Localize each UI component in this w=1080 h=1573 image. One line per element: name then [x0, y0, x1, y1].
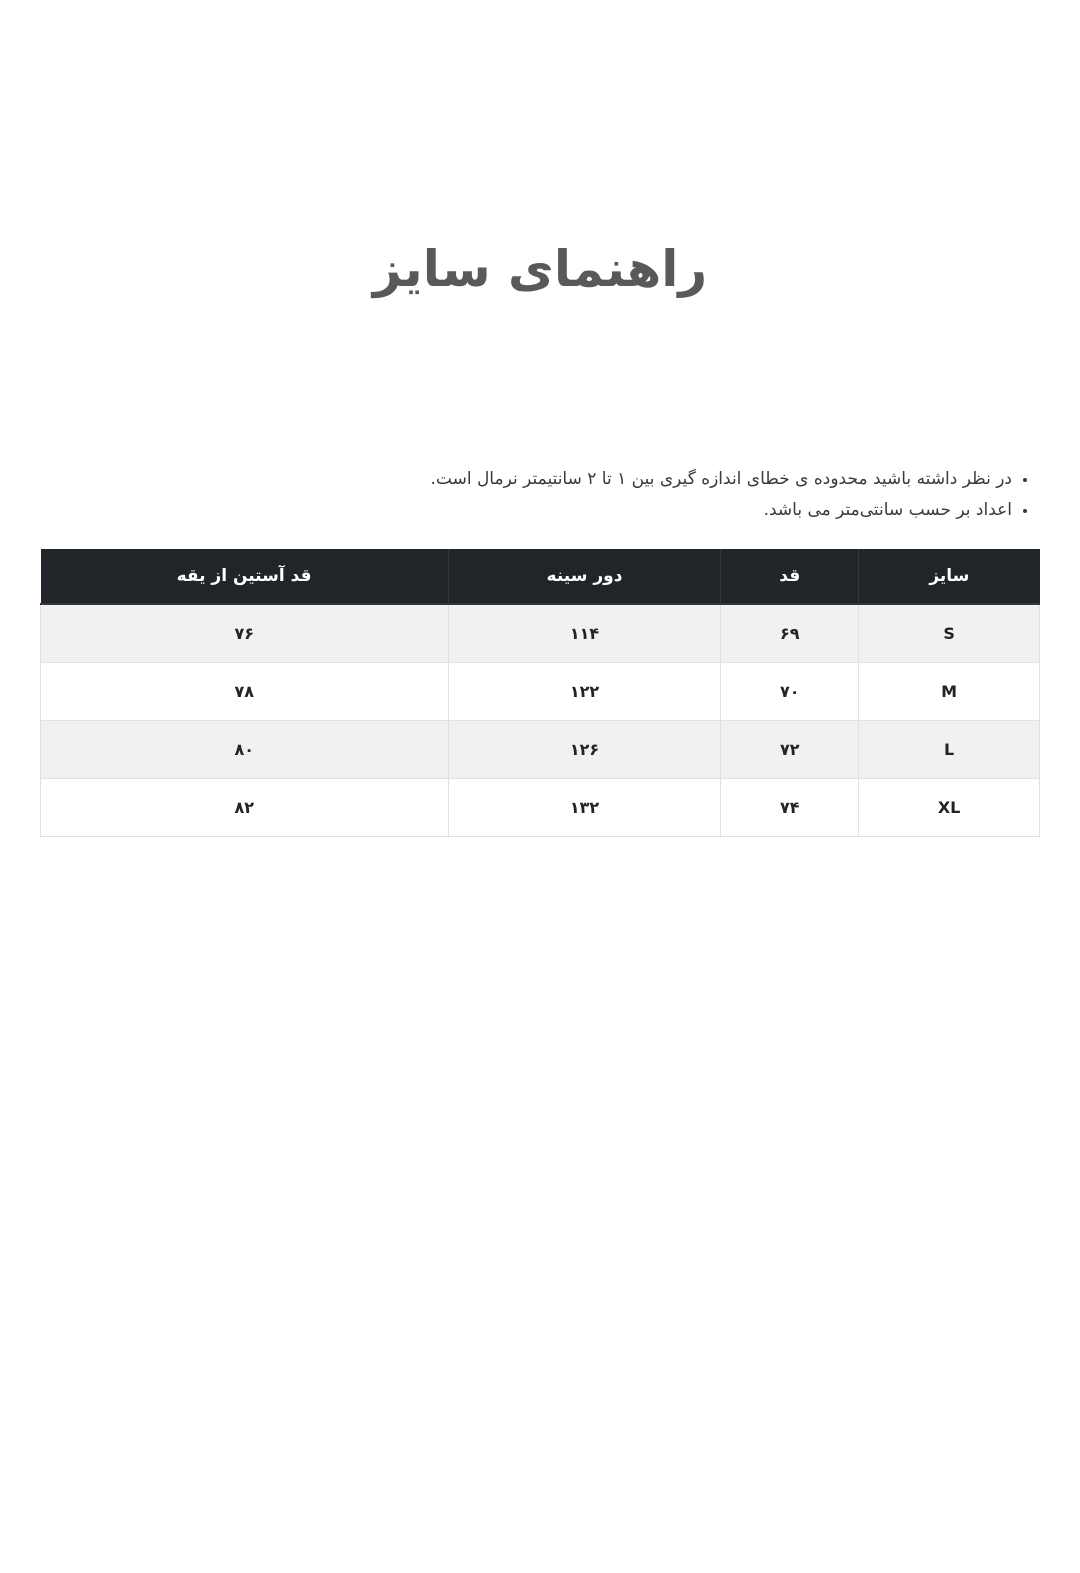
cell-chest: ۱۱۴ — [448, 604, 721, 662]
cell-size: S — [859, 604, 1040, 662]
cell-size: XL — [859, 778, 1040, 836]
note-item: • اعداد بر حسب سانتی‌متر می باشد. — [40, 495, 1012, 526]
column-header-sleeve: قد آستین از یقه — [41, 549, 449, 604]
cell-length: ۷۰ — [721, 662, 859, 720]
table-row-l — [41, 720, 1040, 778]
size-table-body — [41, 604, 1040, 836]
column-header-size: سایز — [859, 549, 1040, 604]
cell-length: ۷۴ — [721, 778, 859, 836]
cell-sleeve: ۸۲ — [41, 778, 449, 836]
cell-chest: ۱۲۶ — [448, 720, 721, 778]
cell-length: ۷۲ — [721, 720, 859, 778]
table-row-m — [41, 662, 1040, 720]
note-item: • در نظر داشته باشید محدوده ی خطای اندازه گیری بین ۱ تا ۲ سانتیمتر نرمال است. — [40, 464, 1012, 495]
cell-chest: ۱۳۲ — [448, 778, 721, 836]
size-notes-list — [40, 464, 1040, 526]
page-title: راهنمای سایز — [372, 240, 708, 298]
cell-size: M — [859, 662, 1040, 720]
table-row-s — [41, 604, 1040, 662]
column-header-chest: دور سینه — [448, 549, 721, 604]
cell-length: ۶۹ — [721, 604, 859, 662]
size-table-header — [41, 549, 1040, 604]
cell-sleeve: ۷۶ — [41, 604, 449, 662]
cell-size: L — [859, 720, 1040, 778]
column-header-length: قد — [721, 549, 859, 604]
size-guide-section — [0, 234, 1080, 837]
cell-sleeve: ۷۸ — [41, 662, 449, 720]
size-table — [40, 549, 1040, 837]
table-row-xl — [41, 778, 1040, 836]
cell-chest: ۱۲۲ — [448, 662, 721, 720]
cell-sleeve: ۸۰ — [41, 720, 449, 778]
